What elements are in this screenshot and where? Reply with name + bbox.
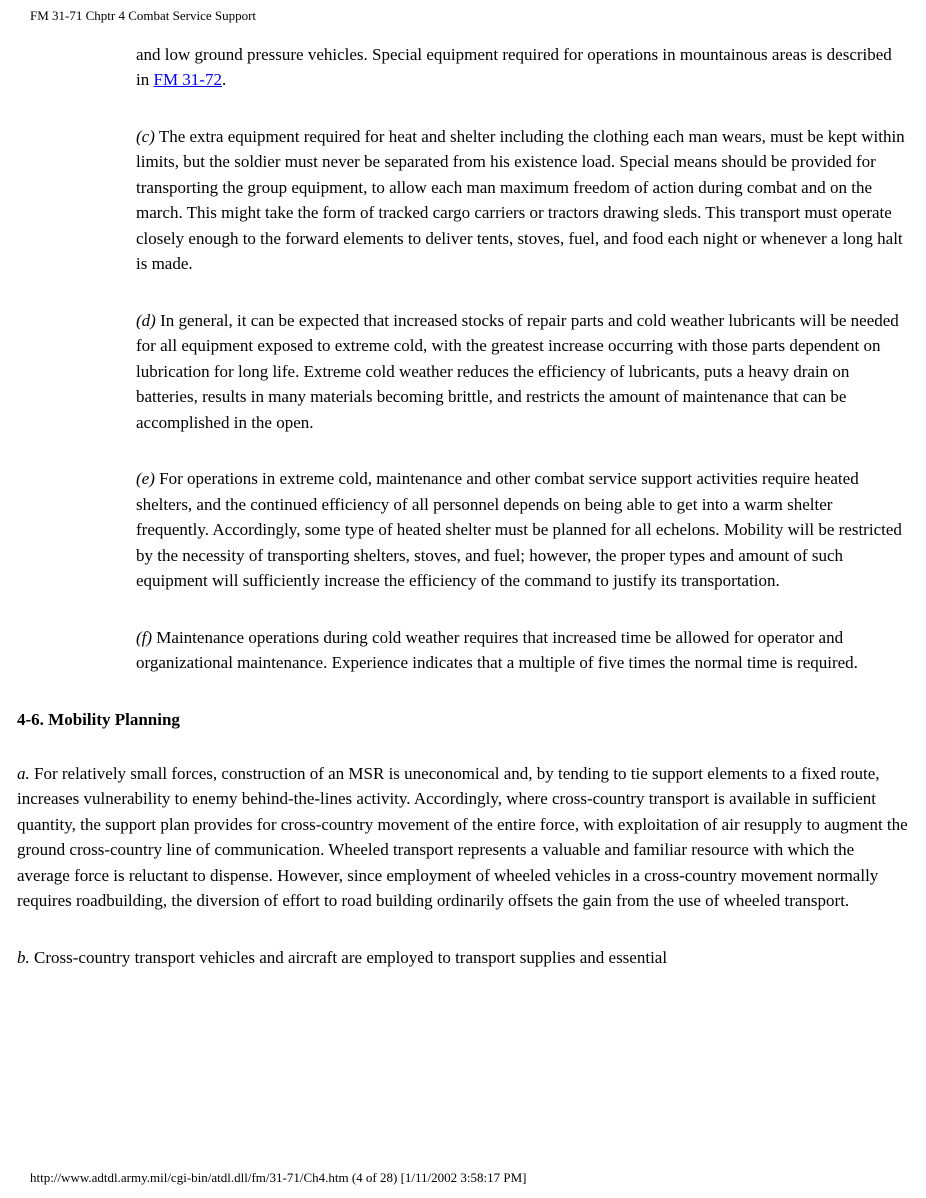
- paragraph-f-label: (f): [136, 627, 153, 647]
- paragraph-e-text: For operations in extreme cold, maintenance and other combat service support activities require heated shelters, and the continued efficiency of all personnel depends on being able to get into a warm shelter frequently. Accordingly, some type of heated shelter must be planned for all echelons. Mobility will be restricted by the necessity of transporting shelters, stoves, and fuel; however, the proper types and amount of such equipment will sufficiently increase the efficiency of the command to justify its transportation.: [136, 469, 902, 591]
- paragraph-a-label: a.: [17, 763, 30, 783]
- paragraph-f: [136, 625, 908, 676]
- paragraph-f-text: Maintenance operations during cold weather requires that increased time be allowed for operator and organizational maintenance. Experience indicates that a multiple of five times the normal time is required.: [136, 627, 858, 673]
- document-header: FM 31-71 Chptr 4 Combat Service Support: [30, 8, 257, 23]
- fm-31-72-link[interactable]: FM 31-72: [153, 70, 222, 90]
- section-heading: 4-6. Mobility Planning: [17, 709, 180, 729]
- paragraph-e-label: (e): [136, 469, 155, 489]
- intro-text-before-link: and low ground pressure vehicles. Special equipment required for operations in mountainous areas is described in: [136, 44, 892, 90]
- document-footer: http://www.adtdl.army.mil/cgi-bin/atdl.dll/fm/31-71/Ch4.htm (4 of 28) [1/11/2002 3:58:17 PM]: [30, 1170, 527, 1186]
- indented-section: [136, 42, 908, 676]
- paragraph-d-text: In general, it can be expected that increased stocks of repair parts and cold weather lubricants will be needed for all equipment exposed to extreme cold, with the greatest increase occurring with those parts dependent on lubrication for long life. Extreme cold weather reduces the efficiency of lubricants, puts a heavy drain on batteries, results in many materials becoming brittle, and restricts the amount of maintenance that can be accomplished in the open.: [136, 310, 899, 432]
- flush-section: [17, 761, 908, 971]
- paragraph-b-text: Cross-country transport vehicles and aircraft are employed to transport supplies and essential: [29, 947, 668, 967]
- paragraph-b-label: b.: [17, 947, 30, 967]
- paragraph-d-label: (d): [136, 310, 156, 330]
- paragraph-c-text: The extra equipment required for heat and shelter including the clothing each man wears, must be kept within limits, but the soldier must never be separated from his existence load. Special means should be provided for transporting the group equipment, to allow each man maximum freedom of action during combat and on the march. This might take the form of tracked cargo carriers or tractors drawing sleds. This transport must operate closely enough to the forward elements to deliver tents, stoves, fuel, and food each night or whenever a long halt is made.: [136, 126, 905, 274]
- paragraph-intro: [136, 42, 908, 93]
- intro-text-after-link: .: [221, 70, 227, 90]
- paragraph-e: [136, 466, 908, 594]
- paragraph-a-text: For relatively small forces, construction of an MSR is uneconomical and, by tending to tie support elements to a fixed route, increases vulnerability to enemy behind-the-lines activity. Accordingly, where cross-country transport is available in sufficient quantity, the support plan provides for cross-country movement of the entire force, with exploitation of air resupply to augment the ground cross-country line of communication. Wheeled transport represents a valuable and familiar resource with which the average force is reluctant to dispense. However, since employment of wheeled vehicles in a cross-country movement normally requires roadbuilding, the diversion of effort to road building ordinarily offsets the gain from the use of wheeled transport.: [17, 763, 908, 911]
- paragraph-a: [17, 761, 908, 914]
- paragraph-b: [17, 945, 908, 971]
- paragraph-c: [136, 124, 908, 277]
- paragraph-d: [136, 308, 908, 436]
- paragraph-c-label: (c): [136, 126, 155, 146]
